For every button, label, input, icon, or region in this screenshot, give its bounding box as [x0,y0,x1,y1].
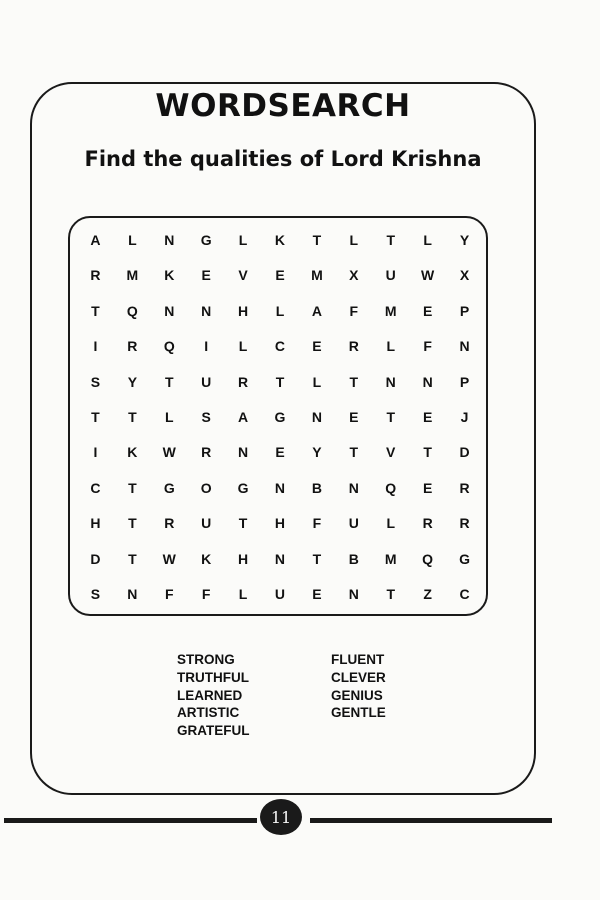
grid-cell: D [459,444,470,461]
footer-rule-right [310,818,552,823]
grid-cell: X [349,267,359,284]
grid-cell: T [128,408,137,425]
grid-cell: P [459,302,470,319]
grid-cell: I [93,338,98,355]
word-list-item: LEARNED [177,687,243,703]
grid-cell: K [201,550,212,567]
word-list-left [177,651,250,740]
grid-cell: M [311,267,323,284]
grid-cell: G [274,408,286,425]
grid-cell: F [349,302,359,319]
word-list-item: GENTLE [331,705,386,721]
grid-cell: N [311,408,322,425]
grid-cell: T [128,550,137,567]
grid-cell: P [459,373,470,390]
grid-cell: B [348,550,359,567]
grid-cell: L [312,373,322,390]
grid-cell: R [238,373,249,390]
grid-cell: A [238,408,249,425]
grid-cell: Y [312,444,322,461]
grid-cell: N [164,231,175,248]
grid-cell: R [127,338,138,355]
grid-cell: C [459,586,470,603]
page-number: 11 [270,807,292,827]
grid-cell: F [164,586,174,603]
grid-cell: R [422,515,433,532]
grid-cell: U [385,267,396,284]
grid-cell: Q [126,302,138,319]
grid-cell: U [201,373,212,390]
grid-cell: T [312,550,322,567]
grid-cell: I [93,444,98,461]
grid-cell: T [349,444,359,461]
grid-cell: L [128,231,137,248]
grid-cell: W [421,267,435,284]
page-number-badge [260,799,302,835]
grid-cell: Q [163,338,175,355]
grid-cell: T [423,444,432,461]
grid-cell: T [275,373,285,390]
grid-cell: D [90,550,101,567]
grid-cell: H [274,515,286,532]
grid-cell: F [201,586,211,603]
word-grid [77,222,483,612]
grid-cell: E [201,267,211,284]
grid-cell: G [459,550,470,567]
grid-cell: T [349,373,359,390]
word-list-item: GRATEFUL [177,723,250,739]
grid-cell: E [422,479,433,496]
grid-cell: E [312,338,322,355]
grid-cell: S [201,408,211,425]
grid-cell: T [386,408,395,425]
grid-cell: L [238,586,248,603]
grid-cell: T [386,231,395,248]
grid-cell: L [349,231,359,248]
grid-cell: C [274,338,286,355]
grid-cell: K [127,444,138,461]
page-title: WORDSEARCH [155,88,411,124]
grid-cell: B [311,479,322,496]
grid-cell: W [162,550,176,567]
grid-cell: N [201,302,212,319]
grid-cell: Z [423,586,432,603]
grid-cell: Q [422,550,434,567]
word-list-item: STRONG [177,652,235,667]
grid-cell: R [201,444,212,461]
grid-cell: O [200,479,212,496]
grid-cell: Y [127,373,138,390]
grid-cell: G [163,479,175,496]
grid-cell: R [459,515,470,532]
grid-cell: V [238,267,248,284]
grid-cell: L [386,515,395,532]
grid-cell: E [275,267,285,284]
grid-cell: A [311,302,322,319]
footer-rule-left [4,818,257,823]
grid-cell: H [238,302,249,319]
grid-cell: H [238,550,249,567]
word-list-item: CLEVER [331,669,386,685]
grid-cell: A [90,231,101,248]
grid-cell: C [90,479,101,496]
grid-cell: T [164,373,174,390]
grid-cell: Q [385,479,397,496]
grid-cell: N [459,338,470,355]
grid-cell: Y [459,231,470,248]
grid-cell: T [128,479,137,496]
grid-cell: L [423,231,432,248]
grid-cell: N [348,586,359,603]
grid-cell: X [459,267,470,284]
grid-cell: H [90,515,101,532]
grid-cell: V [386,444,396,461]
grid-cell: L [275,302,285,319]
word-list-item: GENIUS [331,687,383,703]
grid-cell: N [274,479,286,496]
grid-cell: T [386,586,395,603]
grid-cell: N [348,479,359,496]
page-subtitle: Find the qualities of Lord Krishna [84,147,482,171]
grid-cell: T [238,515,248,532]
word-list-item: ARTISTIC [177,705,240,721]
grid-cell: L [238,338,248,355]
grid-cell: K [274,231,286,248]
grid-cell: M [384,550,397,567]
grid-cell: W [162,444,176,461]
grid-cell: T [91,408,100,425]
grid-cell: F [423,338,432,355]
grid-cell: N [164,302,175,319]
grid-cell: R [90,267,101,284]
grid-cell: E [349,408,359,425]
grid-cell: T [91,302,100,319]
grid-cell: R [164,515,175,532]
word-list-right [331,651,386,722]
grid-cell: U [201,515,212,532]
grid-cell: N [127,586,138,603]
grid-cell: E [312,586,322,603]
grid-cell: N [238,444,249,461]
grid-cell: E [422,408,433,425]
grid-cell: T [128,515,137,532]
grid-cell: T [312,231,322,248]
grid-cell: U [274,586,286,603]
grid-cell: G [200,231,212,248]
grid-cell: N [385,373,396,390]
grid-cell: F [312,515,322,532]
grid-cell: L [238,231,248,248]
grid-cell: M [384,302,397,319]
grid-cell: S [90,586,101,603]
grid-cell: M [126,267,139,284]
grid-cell: L [164,408,174,425]
grid-cell: U [348,515,359,532]
grid-cell: R [459,479,470,496]
grid-cell: E [275,444,285,461]
grid-cell: E [422,302,433,319]
grid-cell: N [274,550,286,567]
grid-cell: N [422,373,433,390]
grid-cell: R [348,338,359,355]
grid-cell: S [90,373,101,390]
grid-cell: L [386,338,395,355]
word-list-item: FLUENT [331,652,385,667]
grid-cell: I [204,338,209,355]
word-list-item: TRUTHFUL [177,669,249,685]
grid-cell: J [460,408,469,425]
grid-cell: K [164,267,175,284]
grid-cell: G [237,479,249,496]
